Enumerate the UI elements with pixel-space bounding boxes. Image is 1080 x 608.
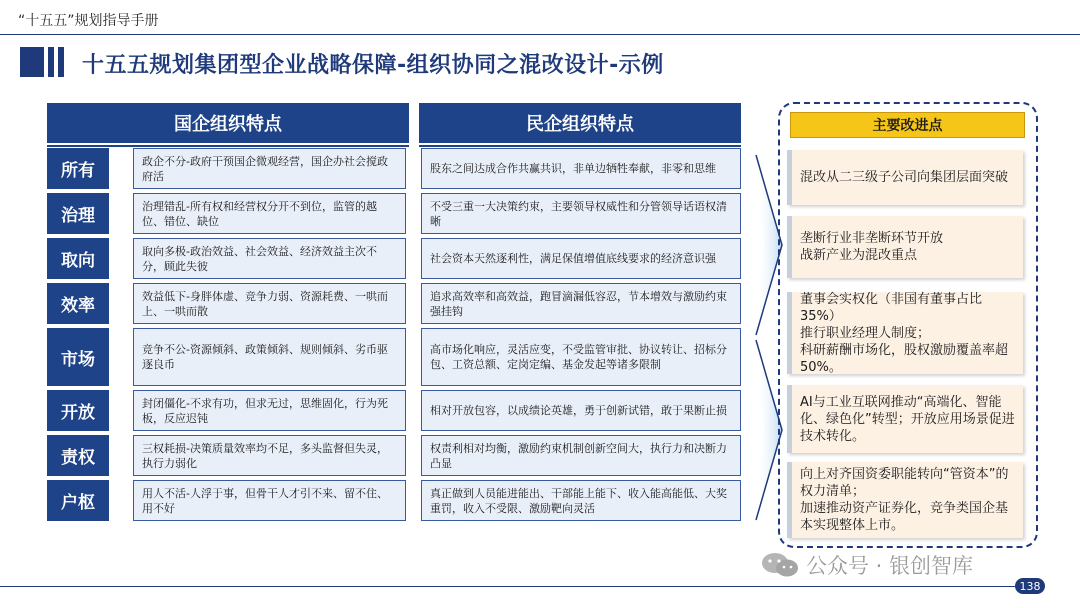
soe-column-header: 国企组织特点 xyxy=(47,103,409,143)
private-column-header: 民企组织特点 xyxy=(419,103,741,143)
soe-cell: 封闭僵化-不求有功，但求无过，思维固化，行为死板，反应迟钝 xyxy=(133,390,406,431)
watermark xyxy=(760,550,973,580)
private-cell: 高市场化响应，灵活应变，不受监管审批、协议转让、招标分包、工资总额、定岗定编、基金发起等诸多限制 xyxy=(421,328,741,386)
wechat-icon xyxy=(760,552,800,578)
private-cell: 股东之间达成合作共赢共识，非单边牺牲奉献，非零和思维 xyxy=(421,148,741,189)
improvement-item: 董事会实权化（非国有董事占比35%） 推行职业经理人制度； 科研薪酬市场化，股权激励覆盖率超50%。 xyxy=(787,292,1023,374)
watermark-text: 公众号 · 银创智库 xyxy=(806,554,974,578)
doc-title: “十五五”规划指导手册 xyxy=(18,13,159,29)
soe-header-underline xyxy=(47,145,409,147)
row-label-orientation: 取向 xyxy=(47,238,109,279)
private-cell: 社会资本天然逐利性，满足保值增值底线要求的经济意识强 xyxy=(421,238,741,279)
page-title: 十五五规划集团型企业战略保障-组织协同之混改设计-示例 xyxy=(82,53,664,78)
improvement-item: AI与工业互联网推动“高端化、智能化、绿色化”转型；开放应用场景促进技术转化。 xyxy=(787,385,1023,453)
improvement-item: 垄断行业非垄断环节开放 战新产业为混改重点 xyxy=(787,216,1023,278)
private-cell: 追求高效率和高效益，跑冒滴漏低容忍，节本增效与激励约束强挂钩 xyxy=(421,283,741,324)
soe-cell: 取向多极-政治效益、社会效益、经济效益主次不分，顾此失彼 xyxy=(133,238,406,279)
soe-cell: 效益低下-身胖体虚、竞争力弱、资源耗费、一哄而上、一哄而散 xyxy=(133,283,406,324)
private-cell: 相对开放包容，以成绩论英雄，勇于创新试错，敢于果断止损 xyxy=(421,390,741,431)
private-cell: 不受三重一大决策约束，主要领导权威性和分管领导话语权清晰 xyxy=(421,193,741,234)
page-number: 138 xyxy=(1015,578,1045,594)
row-label-openness: 开放 xyxy=(47,390,109,431)
row-label-talent: 户枢 xyxy=(47,480,109,521)
soe-cell: 治理错乱-所有权和经营权分开不到位，监管的越位、错位、缺位 xyxy=(133,193,406,234)
soe-cell: 政企不分-政府干预国企微观经营，国企办社会搅政府活 xyxy=(133,148,406,189)
bottom-divider xyxy=(0,586,1015,587)
private-header-underline xyxy=(419,145,741,147)
improvements-title: 主要改进点 xyxy=(790,112,1025,138)
row-label-efficiency: 效率 xyxy=(47,283,109,324)
soe-cell: 三权耗损-决策质量效率均不足，多头监督但失灵，执行力弱化 xyxy=(133,435,406,476)
soe-cell: 用人不活-人浮于事，但骨干人才引不来、留不住、用不好 xyxy=(133,480,406,521)
row-label-ownership: 所有 xyxy=(47,148,109,189)
row-label-market: 市场 xyxy=(47,328,109,386)
soe-cell: 竞争不公-资源倾斜、政策倾斜、规则倾斜、劣币驱逐良币 xyxy=(133,328,406,386)
improvement-item: 向上对齐国资委职能转向“管资本”的权力清单； 加速推动资产证券化，竞争类国企基本实现整体上市。 xyxy=(787,462,1023,538)
improvement-item: 混改从二三级子公司向集团层面突破 xyxy=(787,150,1023,205)
row-label-authority: 责权 xyxy=(47,435,109,476)
private-cell: 真正做到人员能进能出、干部能上能下、收入能高能低、大奖重罚，收入不受限、激励靶向灵活 xyxy=(421,480,741,521)
row-label-governance: 治理 xyxy=(47,193,109,234)
top-divider xyxy=(0,34,1080,35)
private-cell: 权责利相对均衡，激励约束机制创新空间大，执行力和决断力凸显 xyxy=(421,435,741,476)
